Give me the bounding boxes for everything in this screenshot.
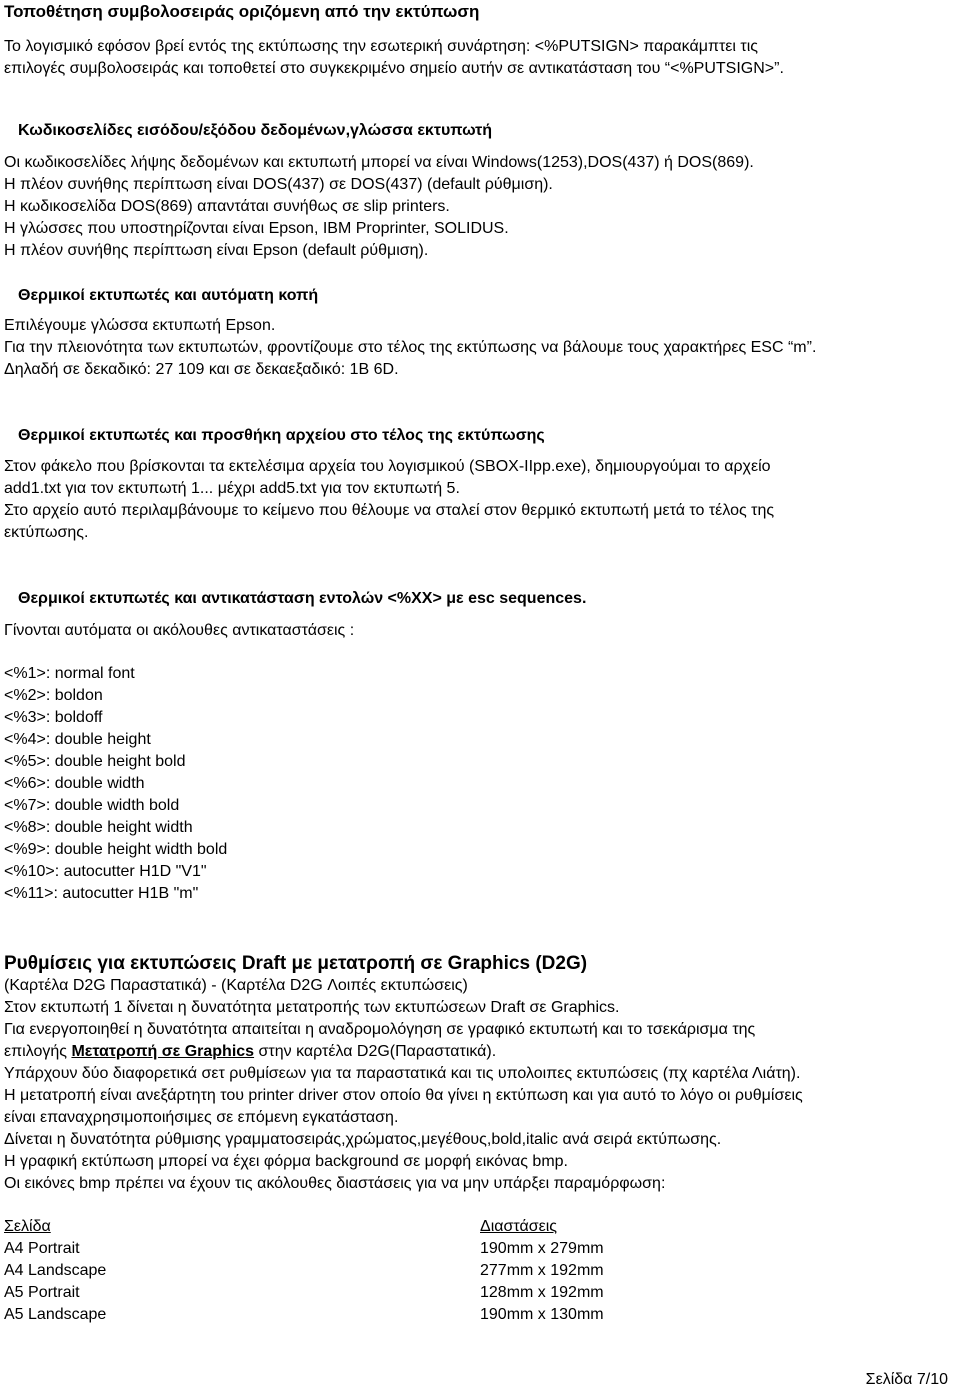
table-cell: 277mm x 192mm [480,1262,604,1279]
bmp-sizes-table [4,1216,604,1326]
esc-sequence-list [4,663,956,905]
body-text: στην καρτέλα D2G(Παραστατικά). [254,1043,497,1060]
body-line: add1.txt για τον εκτυπωτή 1... μέχρι add5.txt για τον εκτυπωτή 5. [4,480,460,497]
list-item: <%3>: boldoff [4,709,103,726]
list-item: <%8>: double height width [4,819,193,836]
table-cell: 128mm x 192mm [480,1284,604,1301]
table-row [4,1238,604,1260]
list-item: <%4>: double height [4,731,151,748]
column-header-dimensions: Διαστάσεις [480,1218,557,1235]
body-line: Υπάρχουν δύο διαφορετικά σετ ρυθμίσεων για τα παραστατικά και τις υπολοιπες εκτυπώσεις (πχ καρτέλα Λιάτη). [4,1065,801,1082]
body-line: εκτύπωσης. [4,524,89,541]
table-cell: 190mm x 130mm [480,1306,604,1323]
table-cell: A4 Landscape [4,1262,107,1279]
list-item: <%10>: autocutter H1D "V1" [4,863,207,880]
section-title-autocut: Θερμικοί εκτυπωτές και αυτόματη κοπή [18,287,319,304]
table-row [4,1304,604,1326]
body-line: Για ενεργοποιηθεί η δυνατότητα απαιτείται η αναδρομολόγηση σε γραφικό εκτυπωτή και το τσεκάρισμα της [4,1021,756,1038]
section-intro-esc-sequences: Γίνονται αυτόματα οι ακόλουθες αντικαταστάσεις : [4,622,355,639]
body-line: Η μετατροπή είναι ανεξάρτητη του printer driver στον οποίο θα γίνει η εκτύπωση και για αυτό το λόγο οι ρυθμίσεις [4,1087,803,1104]
section-body-autocut [4,315,956,381]
body-line: Στον εκτυπωτή 1 δίνεται η δυνατότητα μετατροπής των εκτυπώσεων Draft σε Graphics. [4,999,620,1016]
body-text: επιλογής [4,1043,72,1060]
option-name-graphics-conversion: Μετατροπή σε Graphics [71,1043,255,1060]
section-body-d2g [4,975,956,1195]
page-number: Σελίδα 7/10 [865,1371,948,1388]
table-cell: A4 Portrait [4,1240,80,1257]
section-title-esc-sequences: Θερμικοί εκτυπωτές και αντικατάσταση εντολών <%XX> με esc sequences. [18,590,587,607]
body-line: Επιλέγουμε γλώσσα εκτυπωτή Epson. [4,317,276,334]
body-line: Η πλέον συνήθης περίπτωση είναι Epson (default ρύθμιση). [4,242,429,259]
list-item: <%11>: autocutter H1B "m" [4,885,199,902]
table-header-row [4,1216,604,1238]
body-line [4,1041,956,1063]
list-item: <%2>: boldon [4,687,103,704]
list-item: <%6>: double width [4,775,145,792]
body-line: Για την πλειονότητα των εκτυπωτών, φροντίζουμε στο τέλος της εκτύπωσης να βάλουμε τους χαρακτήρες ESC “m”. [4,339,817,356]
list-item: <%1>: normal font [4,665,135,682]
body-line: Η κωδικοσελίδα DOS(869) απαντάται συνήθως σε slip printers. [4,198,450,215]
body-line: Η πλέον συνήθης περίπτωση είναι DOS(437) σε DOS(437) (default ρύθμιση). [4,176,553,193]
table-cell: 190mm x 279mm [480,1240,604,1257]
body-line: Το λογισμικό εφόσον βρεί εντός της εκτύπωσης την εσωτερική συνάρτηση: <%PUTSIGN> παρακάμπτει τις [4,38,759,55]
body-line: Δηλαδή σε δεκαδικό: 27 109 και σε δεκαεξαδικό: 1B 6D. [4,361,399,378]
section-title-codepages: Κωδικοσελίδες εισόδου/εξόδου δεδομένων,γλώσσα εκτυπωτή [18,122,493,139]
list-item: <%5>: double height bold [4,753,186,770]
body-line: Οι κωδικοσελίδες λήψης δεδομένων και εκτυπωτή μπορεί να είναι Windows(1253),DOS(437) ή DOS(869). [4,154,754,171]
section-body-putsign [4,36,956,80]
section-body-append-file [4,456,956,544]
body-line: Οι εικόνες bmp πρέπει να έχουν τις ακόλουθες διαστάσεις για να μην υπάρξει παραμόρφωση: [4,1175,666,1192]
table-row [4,1260,604,1282]
section-title-append-file: Θερμικοί εκτυπωτές και προσθήκη αρχείου στο τέλος της εκτύπωσης [18,427,545,444]
column-header-page: Σελίδα [4,1218,51,1235]
list-item: <%9>: double height width bold [4,841,228,858]
body-line: επιλογές συμβολοσειράς και τοποθετεί στο συγκεκριμένο σημείο αυτήν σε αντικατάσταση του “<%PUTSIGN>”. [4,60,784,77]
section-body-codepages [4,152,956,262]
body-line: Δίνεται η δυνατότητα ρύθμισης γραμματοσειράς,χρώματος,μεγέθους,bold,italic ανά σειρά εκτύπωσης. [4,1131,722,1148]
body-line: Η γλώσσες που υποστηρίζονται είναι Epson, IBM Proprinter, SOLIDUS. [4,220,509,237]
table-cell: A5 Portrait [4,1284,80,1301]
section-title-d2g: Ρυθμίσεις για εκτυπώσεις Draft με μετατροπή σε Graphics (D2G) [4,953,588,974]
d2g-subtitle: (Καρτέλα D2G Παραστατικά) - (Καρτέλα D2G Λοιπές εκτυπώσεις) [4,977,468,994]
list-item: <%7>: double width bold [4,797,180,814]
body-line: Στο αρχείο αυτό περιλαμβάνουμε το κείμενο που θέλουμε να σταλεί στον θερμικό εκτυπωτή μετά το τέλος της [4,502,775,519]
body-line: Η γραφική εκτύπωση μπορεί να έχει φόρμα background σε μορφή εικόνας bmp. [4,1153,568,1170]
body-line: είναι επαναχρησιμοποιήσιμες σε επόμενη εγκατάσταση. [4,1109,399,1126]
body-line: Στον φάκελο που βρίσκονται τα εκτελέσιμα αρχεία του λογισμικού (SBOX-IIpp.exe), δημιουργούμαι το αρχείο [4,458,771,475]
table-row [4,1282,604,1304]
section-title-putsign: Τοποθέτηση συμβολοσειράς οριζόμενη από την εκτύπωση [4,2,480,21]
table-cell: A5 Landscape [4,1306,107,1323]
